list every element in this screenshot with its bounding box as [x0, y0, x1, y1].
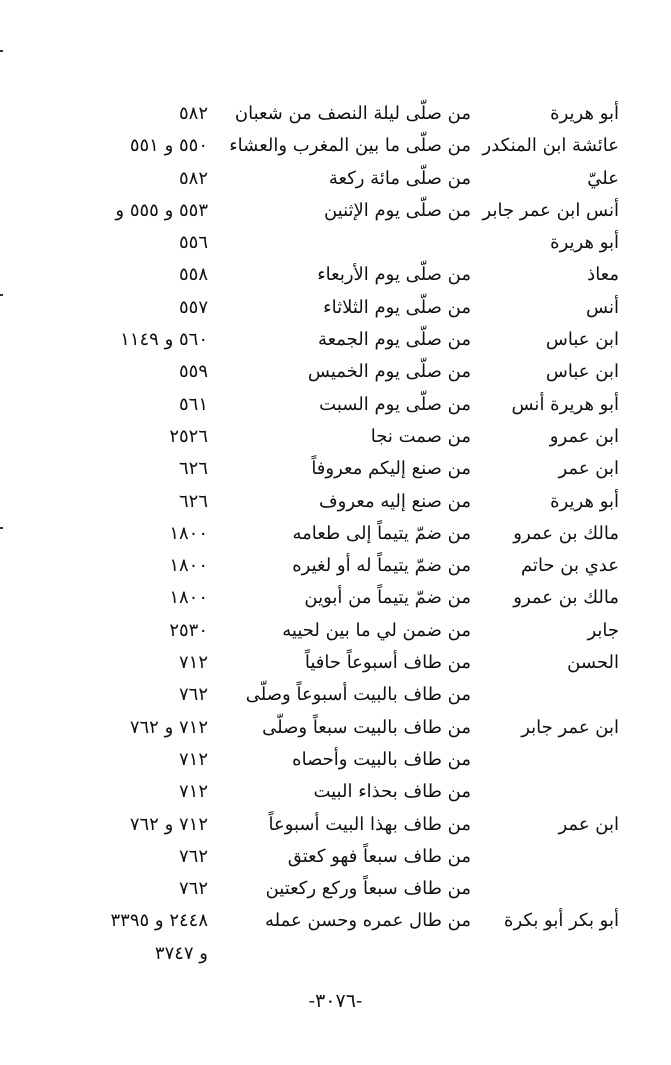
reference-numbers: ١٨٠٠ [169, 555, 208, 577]
index-row [0, 486, 671, 518]
hadith-incipit: من طال عمره وحسن عمله [265, 910, 471, 932]
narrator-name: أبو هريرة [550, 232, 619, 254]
narrator-name: مالك بن عمرو [513, 587, 619, 609]
reference-numbers: ٥٥٣ و ٥٥٥ و [115, 199, 208, 221]
reference-numbers: ٦٢٦ [178, 458, 208, 480]
narrator-name: أبو هريرة أنس [511, 393, 619, 415]
index-row [0, 938, 671, 970]
index-row [0, 292, 671, 324]
narrator-name: ابن عمر [558, 813, 619, 835]
narrator-name: ابن عمر [558, 458, 619, 480]
reference-numbers: و ٣٧٤٧ [154, 942, 208, 964]
reference-numbers: ٧١٢ [178, 748, 208, 770]
reference-numbers: ٥٥٨ [178, 264, 208, 286]
narrator-name: الحسن [567, 652, 619, 674]
narrator-name: ابن عمر جابر [521, 716, 619, 738]
narrator-name: أبو هريرة [550, 490, 619, 512]
index-row [0, 163, 671, 195]
hadith-incipit: من صلّى يوم الجمعة [317, 329, 471, 351]
hadith-incipit: من صلّى يوم الخميس [307, 361, 471, 383]
index-row [0, 776, 671, 808]
hadith-incipit: من طاف أسبوعاً حافياً [304, 652, 471, 674]
index-row [0, 873, 671, 905]
narrator-name: ابن عمرو [549, 425, 619, 447]
index-row [0, 98, 671, 130]
index-row [0, 227, 671, 259]
narrator-name: مالك بن عمرو [513, 522, 619, 544]
narrator-name: عائشة ابن المنكدر [482, 135, 619, 157]
reference-numbers: ١٨٠٠ [169, 587, 208, 609]
hadith-incipit: من صنع إليه معروف [319, 490, 471, 512]
index-row [0, 679, 671, 711]
reference-numbers: ٧١٢ [178, 652, 208, 674]
narrator-name: جابر [587, 619, 619, 641]
narrator-name: عليّ [587, 167, 619, 189]
reference-numbers: ٥٥٦ [178, 232, 208, 254]
narrator-name: ابن عباس [545, 361, 619, 383]
reference-numbers: ٥٨٢ [178, 167, 208, 189]
index-row [0, 841, 671, 873]
reference-numbers: ٧١٢ و ٧٦٢ [129, 716, 208, 738]
reference-numbers: ٧١٢ [178, 781, 208, 803]
hadith-incipit: من صلّى ليلة النصف من شعبان [234, 103, 471, 124]
index-row [0, 550, 671, 582]
narrator-name: أبو بكر أبو بكرة [504, 910, 619, 932]
hadith-incipit: من صنع إليكم معروفاً [311, 458, 471, 480]
hadith-incipit: من طاف بحذاء البيت [313, 781, 471, 803]
reference-numbers: ٦٢٦ [178, 490, 208, 512]
page-number: -٣٠٧٦- [308, 990, 363, 1012]
hadith-incipit: من ضمّ يتيماً من أبوين [304, 587, 471, 609]
reference-numbers: ٢٥٢٦ [169, 425, 208, 447]
index-row [0, 324, 671, 356]
index-row [0, 744, 671, 776]
narrator-name: أنس ابن عمر جابر [482, 199, 619, 221]
index-row [0, 259, 671, 291]
index-row [0, 195, 671, 227]
hadith-incipit: من صلّى ما بين المغرب والعشاء [229, 135, 471, 157]
hadith-incipit: من طاف بالبيت أسبوعاً وصلّى [245, 684, 471, 706]
reference-numbers: ٥٥٧ [178, 296, 208, 318]
index-row [0, 647, 671, 679]
hadith-incipit: من ضمن لي ما بين لحييه [282, 619, 471, 641]
hadith-incipit: من ضمّ يتيماً إلى طعامه [292, 522, 471, 544]
hadith-index-table [0, 98, 671, 970]
index-row [0, 518, 671, 550]
reference-numbers: ٥٥٠ و ٥٥١ [129, 135, 208, 157]
index-row [0, 712, 671, 744]
reference-numbers: ٧٦٢ [178, 878, 208, 900]
hadith-incipit: من صلّى يوم الأربعاء [317, 264, 471, 286]
hadith-incipit: من طاف بالبيت سبعاً وصلّى [262, 716, 471, 738]
narrator-name: أنس [586, 296, 619, 318]
narrator-name: معاذ [587, 264, 619, 286]
narrator-name: عدي بن حاتم [520, 555, 619, 577]
reference-numbers: ٧٦٢ [178, 845, 208, 867]
reference-numbers: ٥٥٩ [178, 361, 208, 383]
reference-numbers: ٧١٢ و ٧٦٢ [129, 813, 208, 835]
index-row [0, 130, 671, 162]
hadith-incipit: من صلّى يوم الثلاثاء [323, 296, 471, 318]
hadith-incipit: من صلّى مائة ركعة [328, 167, 471, 189]
reference-numbers: ٥٦٠ و ١١٤٩ [120, 329, 208, 351]
reference-numbers: ٥٨٢ [178, 103, 208, 124]
index-row [0, 453, 671, 485]
hadith-incipit: من طاف بالبيت وأحصاه [292, 748, 471, 770]
narrator-name: ابن عباس [545, 329, 619, 351]
index-row [0, 582, 671, 614]
index-row [0, 905, 671, 937]
index-row [0, 615, 671, 647]
hadith-incipit: من ضمّ يتيماً له أو لغيره [292, 555, 471, 577]
narrator-name: أبو هريرة [550, 103, 619, 124]
reference-numbers: ١٨٠٠ [169, 522, 208, 544]
margin-mark [0, 50, 3, 52]
reference-numbers: ٢٤٤٨ و ٣٣٩٥ [110, 910, 208, 932]
hadith-incipit: من صلّى يوم السبت [319, 393, 471, 415]
index-row [0, 356, 671, 388]
hadith-incipit: من طاف سبعاً وركع ركعتين [265, 878, 471, 900]
index-row [0, 809, 671, 841]
hadith-incipit: من صمت نجا [370, 425, 471, 447]
index-row [0, 389, 671, 421]
hadith-incipit: من طاف سبعاً فهو كعتق [287, 845, 471, 867]
reference-numbers: ٢٥٣٠ [169, 619, 208, 641]
hadith-incipit: من طاف بهذا البيت أسبوعاً [268, 813, 471, 835]
reference-numbers: ٧٦٢ [178, 684, 208, 706]
index-row [0, 421, 671, 453]
hadith-incipit: من صلّى يوم الإثنين [323, 199, 471, 221]
reference-numbers: ٥٦١ [178, 393, 208, 415]
